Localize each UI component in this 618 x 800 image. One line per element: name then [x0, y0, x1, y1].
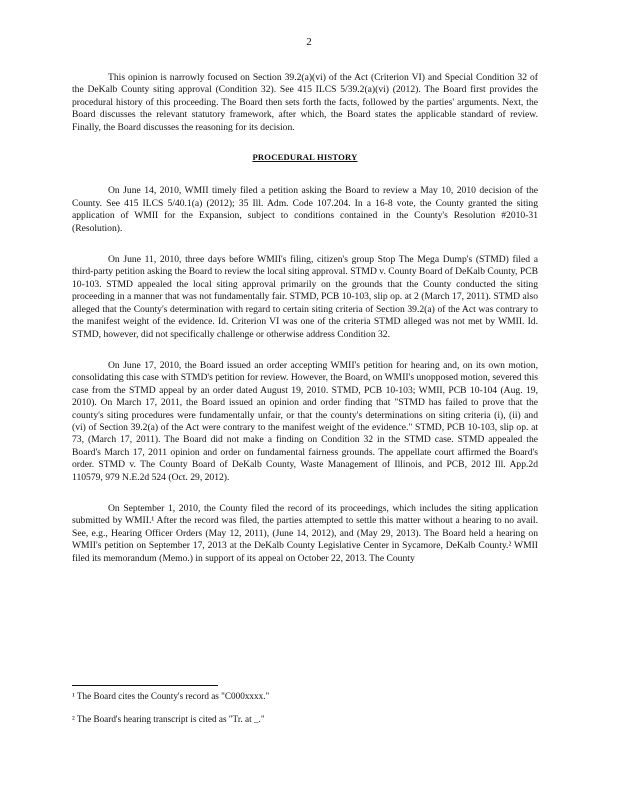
- intro-paragraph: This opinion is narrowly focused on Section 39.2(a)(vi) of the Act (Criterion VI) and Special Condition 32 of the DeKalb County siting approval (Condition 32). See 415 ILCS 5/39.2(a)(vi) (2012). The Board first provides the procedural history of this proceeding. The Board then sets forth the facts, followed by the parties' arguments. Next, the Board discusses the relevant statutory framework, after which, the Board states the applicable standard of review. Finally, the Board discusses the reasoning for its decision.: [72, 72, 538, 133]
- page-number: 2: [306, 36, 312, 48]
- body-paragraph-2: On June 11, 2010, three days before WMII's filing, citizen's group Stop The Mega Dump's (STMD) filed a third-party petition asking the Board to review the local siting approval. STMD v. County Board of DeKalb County, PCB 10-103. STMD appealed the local siting approval primarily on the grounds that the County conducted the siting proceeding in a manner that was not fundamentally fair. STMD, PCB 10-103, slip op. at 2 (March 17, 2011). STMD also alleged that the County's determination with regard to certain siting criteria of Section 39.2(a) of the Act was contrary to the manifest weight of the evidence. Id. Criterion VI was one of the criteria STMD alleged was not met by WMII. Id. STMD, however, did not specifically challenge or otherwise address Condition 32.: [72, 254, 538, 340]
- document-body: [72, 72, 538, 584]
- footnote-2: ² The Board's hearing transcript is cited as "Tr. at _.": [72, 714, 265, 724]
- footnote-1: ¹ The Board cites the County's record as "C000xxxx.": [72, 691, 270, 701]
- body-paragraph-3: On June 17, 2010, the Board issued an order accepting WMII's petition for hearing and, on its own motion, consolidating this case with STMD's petition for review. However, the Board, on WMII's unopposed motion, severed this case from the STMD appeal by an order dated August 19, 2010. STMD, PCB 10-103; WMII, PCB 10-104 (Aug. 19, 2010). On March 17, 2011, the Board issued an opinion and order finding that "STMD has failed to prove that the county's siting procedures were fundamentally unfair, or that the county's determinations on siting criteria (i), (ii) and (vi) of Section 39.2(a) of the Act were contrary to the manifest weight of the evidence." STMD, PCB 10-103, slip op. at 73, (March 17, 2011). The Board did not make a finding on Condition 32 in the STMD case. STMD appealed the Board's March 17, 2011 opinion and order on fundamental fairness grounds. The appellate court affirmed the Board's order. STMD v. The County Board of DeKalb County, Waste Management of Illinois, and PCB, 2012 Ill. App.2d 110579, 979 N.E.2d 524 (Oct. 29, 2012).: [72, 359, 538, 483]
- body-paragraph-1: On June 14, 2010, WMII timely filed a petition asking the Board to review a May 10, 2010 decision of the County. See 415 ILCS 5/40.1(a) (2012); 35 Ill. Adm. Code 107.204. In a 16-8 vote, the County granted the siting application of WMII for the Expansion, subject to conditions contained in the County's Resolution #2010-31 (Resolution).: [72, 185, 538, 234]
- body-paragraph-4: On September 1, 2010, the County filed the record of its proceedings, which includes the siting application submitted by WMII.¹ After the record was filed, the parties attempted to settle this matter without a hearing to no avail. See, e.g., Hearing Officer Orders (May 12, 2011), (June 14, 2012), and (May 29, 2013). The Board held a hearing on WMII's petition on September 17, 2013 at the DeKalb County Legislative Center in Sycamore, DeKalb County.² WMII filed its memorandum (Memo.) in support of its appeal on October 22, 2013. The County: [72, 502, 538, 564]
- footnote-divider: [72, 685, 218, 686]
- section-heading: [72, 151, 538, 163]
- section-heading-text: PROCEDURAL HISTORY: [252, 152, 358, 163]
